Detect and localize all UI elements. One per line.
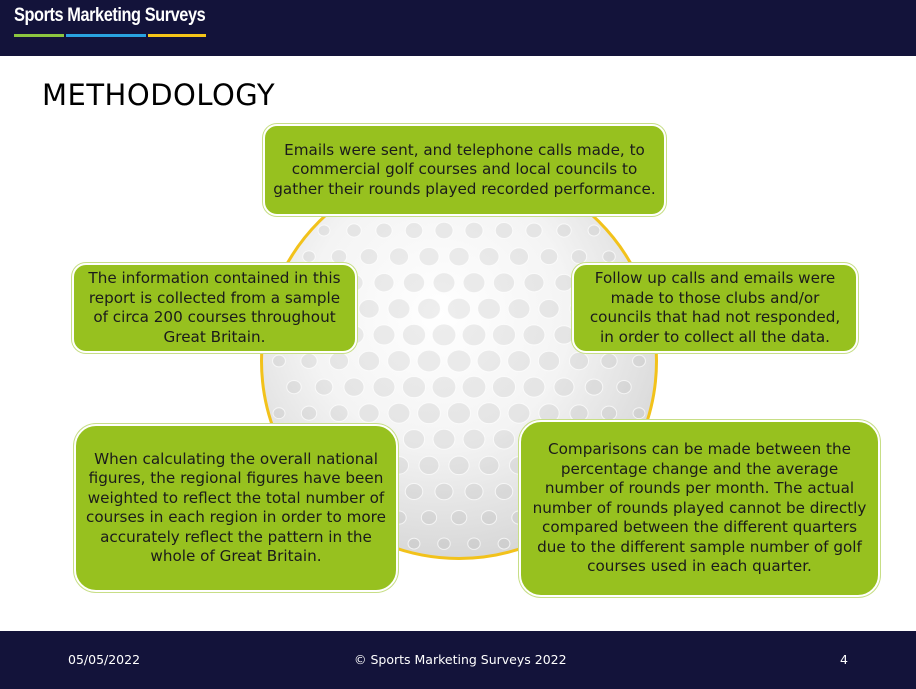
dimple: [463, 273, 485, 293]
dimple: [465, 483, 483, 500]
dimple: [405, 223, 422, 239]
dimple: [478, 403, 501, 424]
dimple: [347, 224, 361, 237]
methodology-box-bottom-right: Comparisons can be made between the percentage change and the average number of rounds per month. The actual number of rounds played cannot be directly compared between the different quarters due to the different sample number of golf courses used in each quarter.: [519, 420, 880, 597]
slide-title: METHODOLOGY: [42, 78, 276, 112]
brand-underline-yellow: [148, 34, 206, 37]
dimple: [479, 456, 499, 474]
dimple: [408, 538, 420, 549]
brand-underline-green: [14, 34, 64, 37]
dimple: [435, 222, 453, 239]
dimple: [273, 408, 285, 419]
dimple: [435, 483, 453, 500]
dimple: [463, 429, 485, 449]
dimple: [376, 223, 392, 238]
footer-bar: [0, 631, 916, 689]
dimple: [571, 250, 586, 264]
dimple: [495, 223, 512, 239]
dimple: [601, 406, 616, 420]
dimple: [524, 274, 544, 292]
dimple: [498, 538, 510, 549]
dimple: [389, 248, 408, 265]
dimple: [493, 273, 514, 292]
dimple: [419, 456, 439, 474]
dimple: [633, 408, 645, 419]
dimple: [388, 351, 411, 372]
footer-copyright: © Sports Marketing Surveys 2022: [354, 652, 567, 667]
dimple: [588, 225, 600, 236]
dimple: [481, 511, 496, 525]
dimple: [433, 429, 455, 449]
dimple: [432, 324, 456, 346]
dimple: [540, 249, 557, 265]
brand-underline-blue: [66, 34, 146, 37]
dimple: [570, 405, 588, 422]
dimple: [402, 324, 425, 345]
dimple: [419, 247, 439, 265]
dimple: [539, 300, 559, 319]
dimple: [523, 377, 545, 397]
dimple: [287, 380, 301, 393]
dimple: [492, 324, 515, 345]
dimple: [447, 298, 470, 319]
methodology-box-top: Emails were sent, and telephone calls made, to commercial golf courses and local councils to gather their rounds played recorded performance.: [263, 124, 666, 216]
dimple: [508, 403, 530, 423]
dimple: [465, 222, 483, 239]
dimple: [329, 352, 348, 369]
dimple: [538, 351, 559, 370]
dimple: [303, 251, 316, 262]
dimple: [585, 379, 603, 395]
methodology-box-right: Follow up calls and emails were made to those clubs and/or councils that had not responded, in order to collect all the data.: [572, 263, 858, 353]
dimple: [617, 380, 631, 393]
dimple: [495, 484, 512, 500]
dimple: [359, 300, 379, 319]
dimple: [273, 355, 286, 367]
dimple: [523, 325, 545, 345]
dimple: [479, 247, 499, 265]
dimple: [388, 403, 410, 423]
dimple: [358, 351, 379, 370]
dimple: [301, 406, 316, 420]
dimple: [403, 430, 424, 449]
dimple: [417, 350, 441, 372]
dimple: [478, 298, 501, 319]
dimple: [373, 377, 395, 397]
dimple: [374, 274, 394, 292]
dimple: [492, 377, 515, 398]
dimple: [318, 225, 330, 236]
dimple: [633, 355, 646, 367]
dimple: [508, 351, 531, 372]
dimple: [449, 456, 469, 475]
dimple: [360, 249, 377, 265]
dimple: [508, 299, 530, 319]
dimple: [557, 224, 571, 237]
dimple: [418, 298, 441, 319]
dimple: [402, 377, 425, 398]
footer-page-number: 4: [840, 652, 848, 667]
dimple: [433, 273, 455, 293]
dimple: [315, 379, 333, 395]
dimple: [447, 350, 471, 372]
footer-date: 05/05/2022: [68, 652, 141, 667]
methodology-box-bottom-left: When calculating the overall national figures, the regional figures have been weighted to reflect the total number of courses in each region in order to more accurately reflect the pattern in the whole of Great Britain.: [74, 424, 398, 592]
dimple: [462, 376, 486, 398]
dimple: [331, 250, 346, 264]
dimple: [447, 403, 470, 424]
dimple: [526, 223, 542, 238]
dimple: [330, 405, 348, 422]
dimple: [603, 251, 616, 262]
dimple: [418, 403, 441, 424]
dimple: [301, 354, 317, 369]
header-bar: [0, 0, 916, 56]
dimple: [344, 378, 364, 396]
dimple: [477, 350, 501, 372]
dimple: [432, 376, 456, 398]
dimple: [493, 430, 514, 449]
dimple: [554, 326, 574, 344]
dimple: [373, 325, 395, 345]
dimple: [438, 538, 450, 549]
dimple: [421, 511, 436, 525]
methodology-box-left: The information contained in this report is collected from a sample of circa 200 courses throughout Great Britain.: [72, 263, 357, 353]
dimple: [405, 484, 422, 500]
dimple: [388, 299, 410, 319]
dimple: [554, 378, 574, 396]
dimple: [449, 247, 469, 266]
dimple: [555, 274, 573, 291]
dimple: [359, 404, 379, 423]
dimple: [403, 273, 424, 292]
brand-logo-text: Sports Marketing Surveys: [14, 5, 206, 26]
dimple: [462, 324, 486, 346]
dimple: [509, 248, 528, 265]
dimple: [451, 510, 467, 524]
dimple: [569, 352, 588, 369]
dimple: [601, 354, 617, 369]
dimple: [468, 538, 480, 549]
